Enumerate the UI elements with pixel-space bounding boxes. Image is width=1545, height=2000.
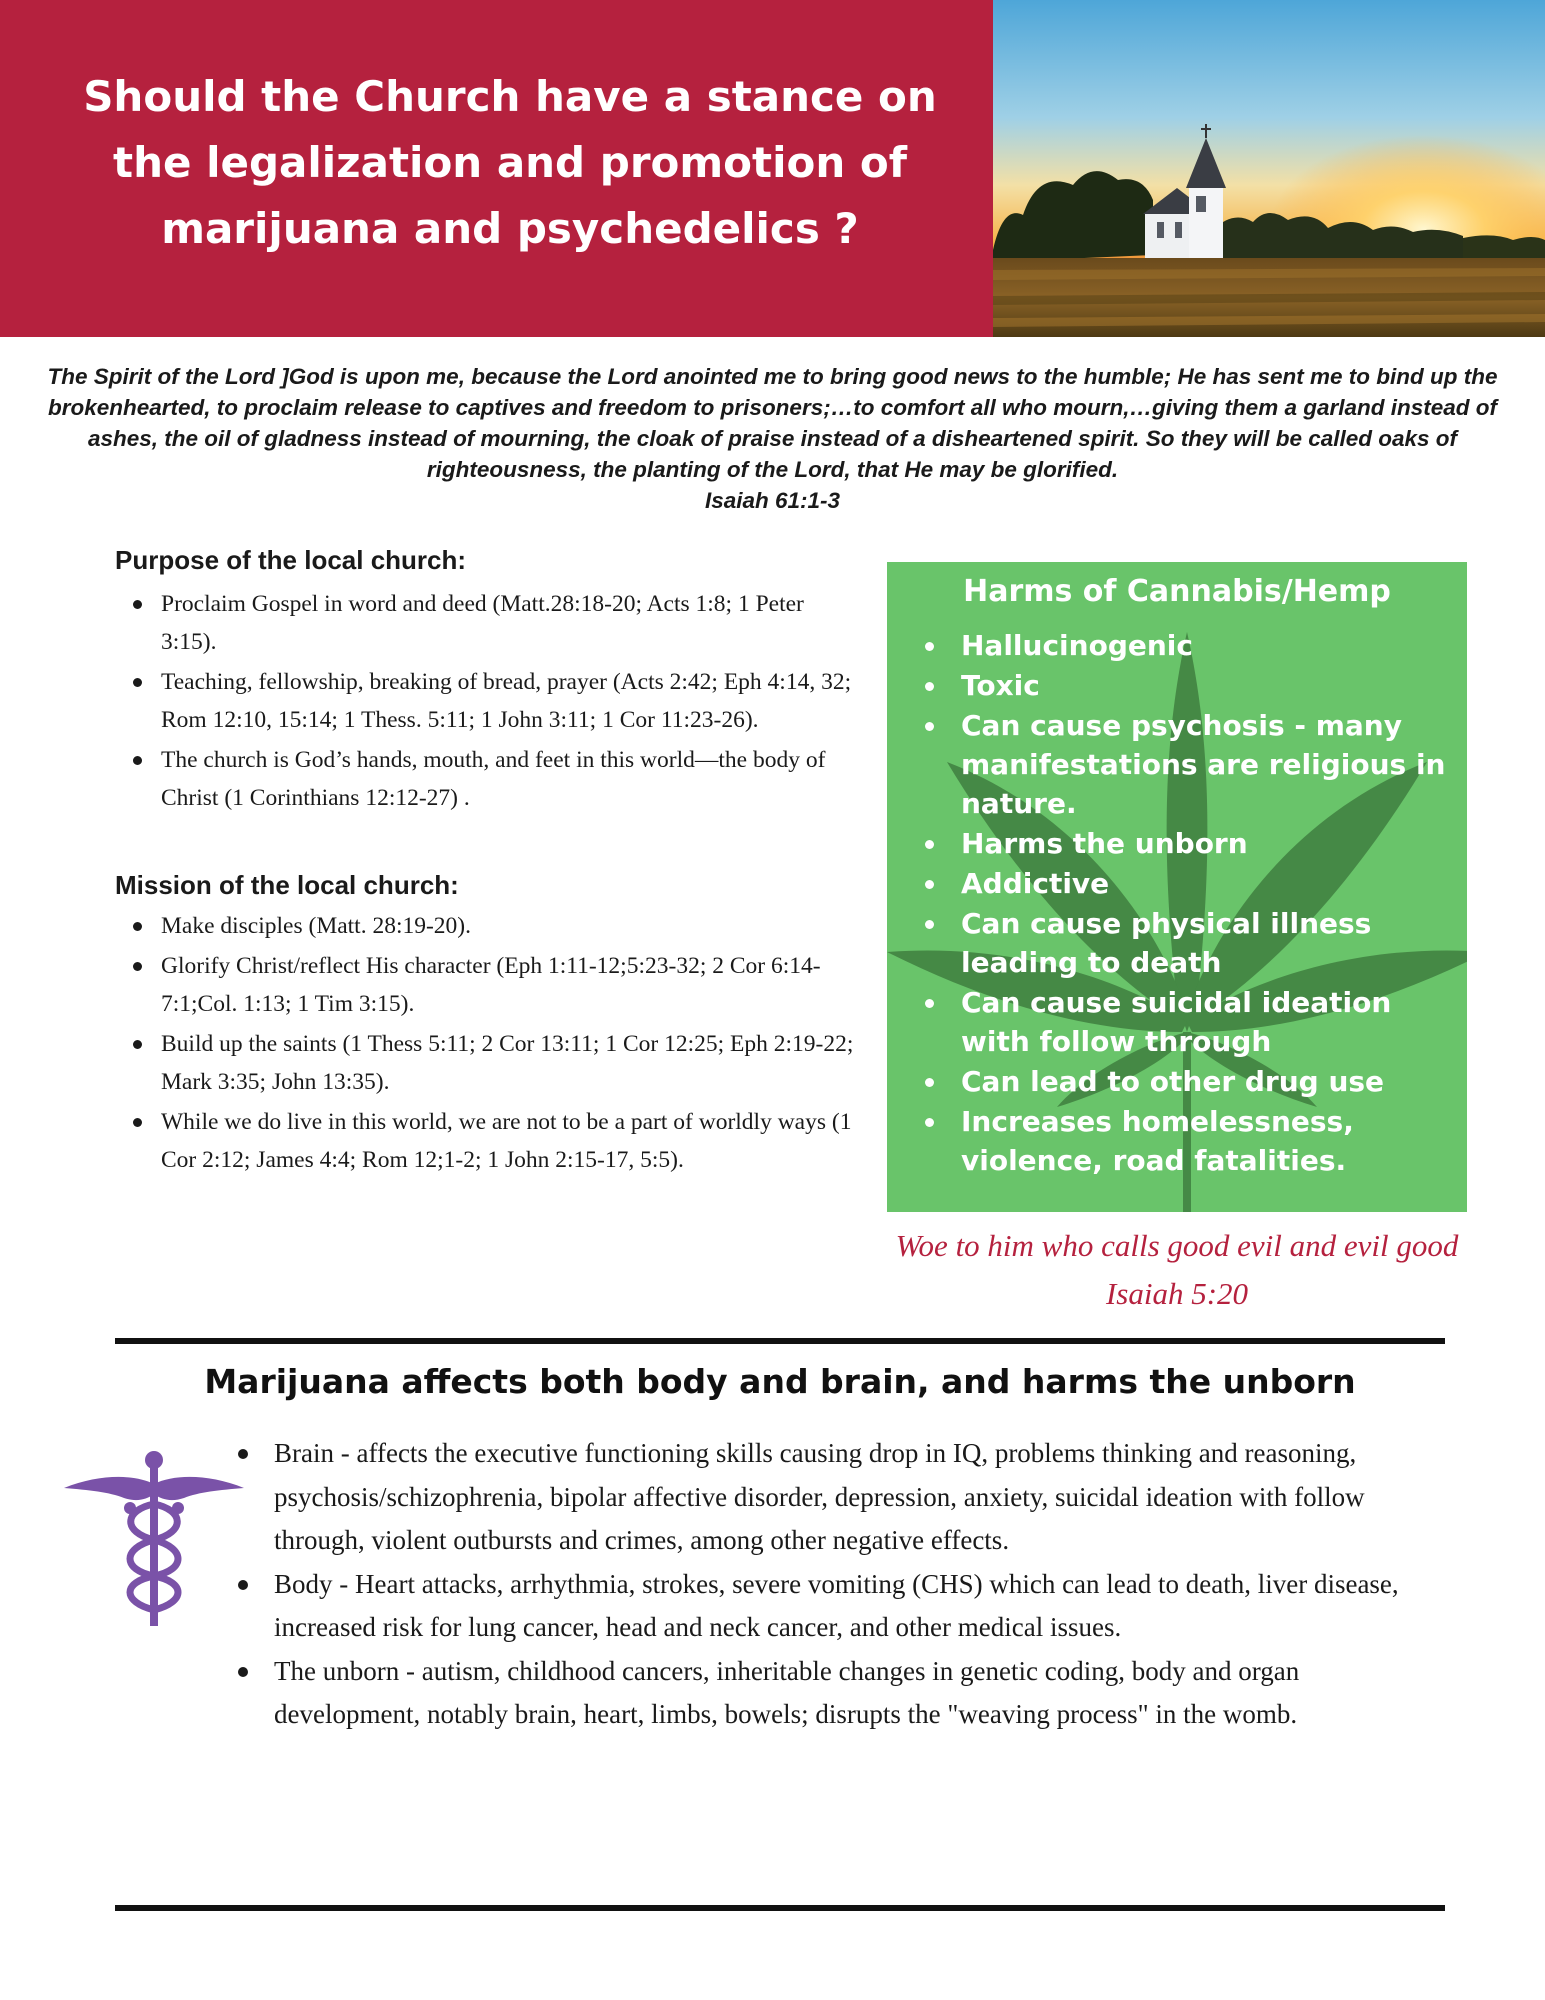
harm-item: Can cause suicidal ideation with follow through: [925, 983, 1455, 1061]
purpose-heading: Purpose of the local church:: [115, 545, 467, 575]
harms-title: Harms of Cannabis/Hemp: [963, 574, 1391, 609]
harm-item: Hallucinogenic: [925, 626, 1455, 665]
list-item: Build up the saints (1 Thess 5:11; 2 Cor 13:11; 1 Cor 12:25; Eph 2:19-22; Mark 3:35; John 13:35).: [115, 1025, 865, 1101]
list-item: While we do live in this world, we are not to be a part of worldly ways (1 Cor 2:12; James 4:4; Rom 12;1-2; 1 John 2:15-17, 5:5).: [115, 1103, 865, 1179]
top-divider: [115, 1338, 1445, 1344]
purpose-list: [115, 585, 865, 819]
verse-reference: Isaiah 61:1-3: [704, 488, 841, 513]
verse-text: The Spirit of the Lord ]God is upon me, because the Lord anointed me to bring good news to the humble; He has sent me to bind up the brokenhearted, to proclaim release to captives and freedom to prisoners;…to comfort all who mourn,…giving them a garland instead of ashes, the oil of gladness instead of mourning, the cloak of praise instead of a disheartened spirit. So they will be called oaks of righteousness, the planting of the Lord, that He may be glorified.: [47, 364, 1498, 482]
caduceus-icon: [64, 1448, 244, 1633]
woe-quote: [887, 1222, 1467, 1318]
list-item: The church is God’s hands, mouth, and feet in this world—the body of Christ (1 Corinthians 12:12-27) .: [115, 741, 865, 817]
harms-list: [925, 626, 1455, 1181]
harm-item: Can cause physical illness leading to death: [925, 904, 1455, 982]
effect-item-brain: Brain - affects the executive functioning skills causing drop in IQ, problems thinking and reasoning, psychosis/schizophrenia, bipolar affective disorder, depression, anxiety, suicidal ideation with follow through, violent outbursts and crimes, among other negative effects.: [236, 1432, 1426, 1563]
scripture-verse: [30, 361, 1515, 516]
harm-item: Increases homelessness, violence, road fatalities.: [925, 1102, 1455, 1180]
woe-quote-text: Woe to him who calls good evil and evil good: [895, 1228, 1459, 1263]
mission-heading: Mission of the local church:: [115, 870, 459, 900]
list-item: Proclaim Gospel in word and deed (Matt.28:18-20; Acts 1:8; 1 Peter 3:15).: [115, 585, 865, 661]
harms-box: [887, 562, 1467, 1212]
harm-item: Toxic: [925, 666, 1455, 705]
harm-item: Can cause psychosis - many manifestations are religious in nature.: [925, 706, 1455, 823]
harm-item: Can lead to other drug use: [925, 1062, 1455, 1101]
effects-title: Marijuana affects both body and brain, and harms the unborn: [204, 1362, 1356, 1401]
list-item: Teaching, fellowship, breaking of bread, prayer (Acts 2:42; Eph 4:14, 32; Rom 12:10, 15:14; 1 Thess. 5:11; 1 John 3:11; 1 Cor 11:23-26).: [115, 663, 865, 739]
effects-list: [236, 1432, 1426, 1737]
harm-item: Harms the unborn: [925, 824, 1455, 863]
header-banner: [0, 0, 993, 337]
page-title: Should the Church have a stance on the legalization and promotion of marijuana and psychedelics ?: [83, 72, 937, 253]
list-item: Make disciples (Matt. 28:19-20).: [115, 907, 865, 945]
list-item: Glorify Christ/reflect His character (Eph 1:11-12;5:23-32; 2 Cor 6:14-7:1;Col. 1:13; 1 Tim 3:15).: [115, 947, 865, 1023]
effect-item-unborn: The unborn - autism, childhood cancers, inheritable changes in genetic coding, body and organ development, notably brain, heart, limbs, bowels; disrupts the "weaving process" in the womb.: [236, 1650, 1426, 1737]
effect-item-body: Body - Heart attacks, arrhythmia, strokes, severe vomiting (CHS) which can lead to death, liver disease, increased risk for lung cancer, head and neck cancer, and other medical issues.: [236, 1563, 1426, 1650]
harm-item: Addictive: [925, 864, 1455, 903]
mission-list: [115, 907, 865, 1181]
woe-quote-reference: Isaiah 5:20: [1105, 1276, 1249, 1311]
bottom-divider: [115, 1905, 1445, 1911]
church-sunset-photo: [993, 0, 1545, 337]
